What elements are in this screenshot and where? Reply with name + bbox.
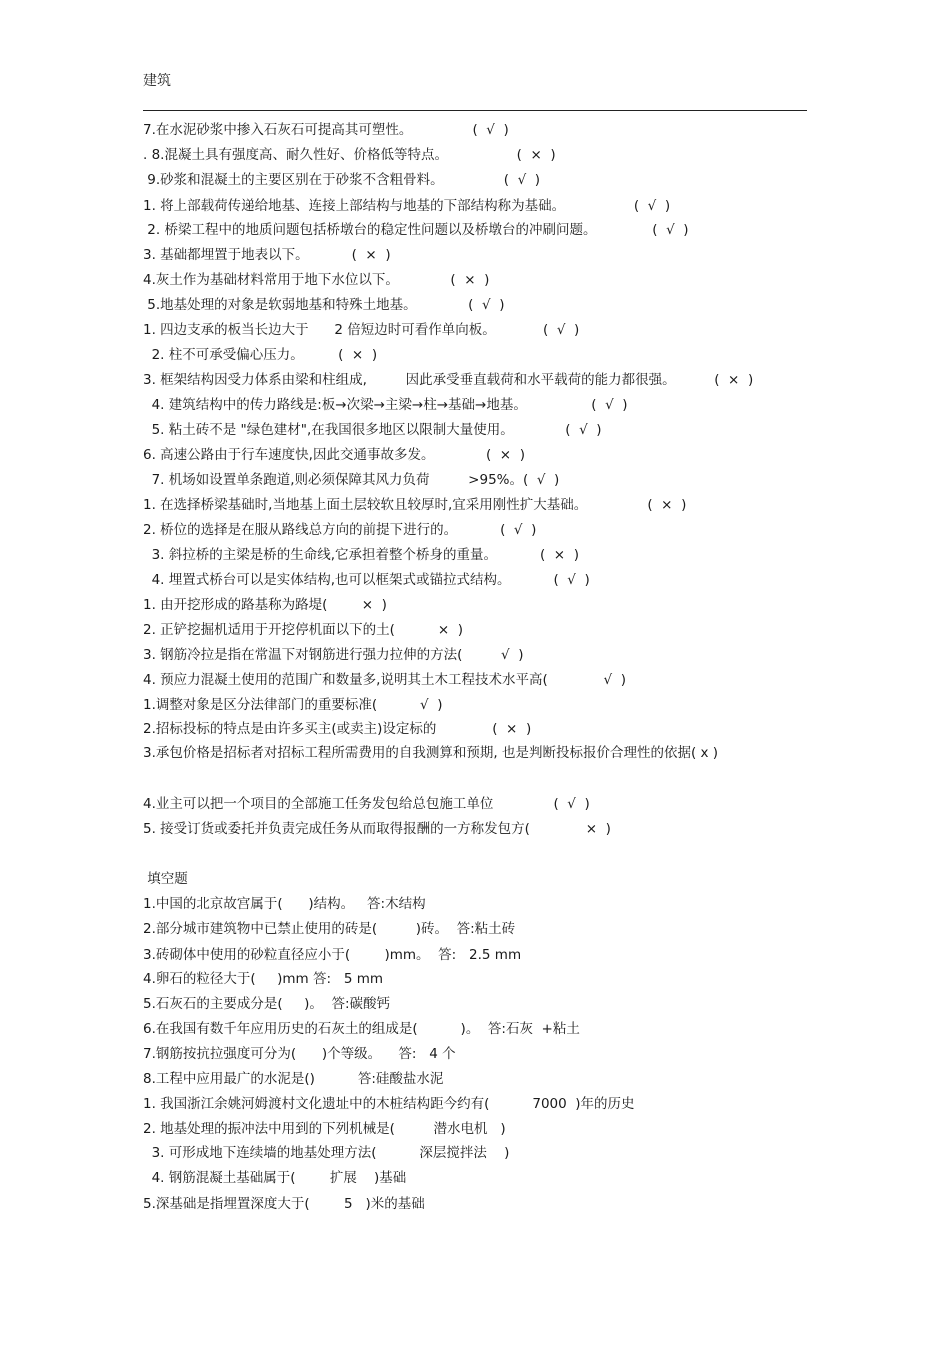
text-line: 1. 将上部载荷传递给地基、连接上部结构与地基的下部结构称为基础。 ( √ ) bbox=[143, 198, 671, 214]
text-line: 3. 斜拉桥的主梁是桥的生命线,它承担着整个桥身的重量。 ( × ) bbox=[143, 547, 579, 563]
text-line: 3. 基础都埋置于地表以下。 ( × ) bbox=[143, 247, 391, 263]
text-line: 4. 预应力混凝土使用的范围广和数量多,说明其土木工程技术水平高( √ ) bbox=[143, 672, 626, 688]
text-line: 5.石灰石的主要成分是( )。 答:碳酸钙 bbox=[143, 996, 391, 1012]
text-line: 3. 可形成地下连续墙的地基处理方法( 深层搅拌法 ) bbox=[143, 1145, 510, 1161]
text-line-wrapped: 3.承包价格是招标者对招标工程所需费用的自我测算和预期, 也是判断投标报价合理性的依据( x ) bbox=[143, 745, 719, 761]
text-line: 6.在我国有数千年应用历史的石灰土的组成是( )。 答:石灰 +粘土 bbox=[143, 1021, 580, 1037]
text-line: 9.砂浆和混凝土的主要区别在于砂浆不含粗骨料。 ( √ ) bbox=[143, 172, 541, 188]
text-line: 1.调整对象是区分法律部门的重要标准( √ ) bbox=[143, 697, 443, 713]
text-line: 1. 四边支承的板当长边大于 2 倍短边时可看作单向板。 ( √ ) bbox=[143, 322, 580, 338]
text-line: 2. 柱不可承受偏心压力。 ( × ) bbox=[143, 347, 378, 363]
text-line: 4.业主可以把一个项目的全部施工任务发包给总包施工单位 ( √ ) bbox=[143, 796, 590, 812]
text-line: 7. 机场如设置单条跑道,则必须保障其风力负荷 >95%。( √ ) bbox=[143, 472, 560, 488]
text-line: 1. 在选择桥梁基础时,当地基上面土层较软且较厚时,宜采用刚性扩大基础。 ( × ) bbox=[143, 497, 687, 513]
text-line: 4.灰土作为基础材料常用于地下水位以下。 ( × ) bbox=[143, 272, 490, 288]
text-line: 填空题 bbox=[143, 871, 188, 887]
text-line: 2.招标投标的特点是由许多买主(或卖主)设定标的 ( × ) bbox=[143, 721, 532, 737]
text-line: 4. 钢筋混凝土基础属于( 扩展 )基础 bbox=[143, 1170, 407, 1186]
text-line: 4. 埋置式桥台可以是实体结构,也可以框架式或锚拉式结构。 ( √ ) bbox=[143, 572, 590, 588]
text-line: 3. 框架结构因受力体系由梁和柱组成, 因此承受垂直载荷和水平载荷的能力都很强。 ( × ) bbox=[143, 372, 754, 388]
text-line: 5. 接受订货或委托并负责完成任务从而取得报酬的一方称发包方( × ) bbox=[143, 821, 611, 837]
text-line: 5. 粘土砖不是 "绿色建材",在我国很多地区以限制大量使用。 ( √ ) bbox=[143, 422, 602, 438]
text-line: 1. 我国浙江余姚河姆渡村文化遗址中的木桩结构距今约有( 7000 )年的历史 bbox=[143, 1096, 635, 1112]
text-line: 8.工程中应用最广的水泥是() 答:硅酸盐水泥 bbox=[143, 1071, 444, 1087]
text-line: 2. 桥梁工程中的地质问题包括桥墩台的稳定性问题以及桥墩台的冲刷问题。 ( √ ) bbox=[143, 222, 689, 238]
text-line: 4. 建筑结构中的传力路线是:板→次梁→主梁→柱→基础→地基。 ( √ ) bbox=[143, 397, 628, 413]
text-line: 7.在水泥砂浆中掺入石灰石可提高其可塑性。 ( √ ) bbox=[143, 122, 509, 138]
document-header: 建筑 bbox=[143, 73, 171, 89]
text-line: 3. 钢筋冷拉是指在常温下对钢筋进行强力拉伸的方法( √ ) bbox=[143, 647, 524, 663]
text-line: . 8.混凝土具有强度高、耐久性好、价格低等特点。 ( × ) bbox=[143, 147, 556, 163]
text-line: 2. 桥位的选择是在服从路线总方向的前提下进行的。 ( √ ) bbox=[143, 522, 537, 538]
text-line: 2. 地基处理的振冲法中用到的下列机械是( 潜水电机 ) bbox=[143, 1121, 506, 1137]
text-line: 1.中国的北京故宫属于( )结构。 答:木结构 bbox=[143, 896, 426, 912]
text-line: 2.部分城市建筑物中已禁止使用的砖是( )砖。 答:粘土砖 bbox=[143, 921, 516, 937]
text-line: 5.地基处理的对象是软弱地基和特殊土地基。 ( √ ) bbox=[143, 297, 505, 313]
text-line: 3.砖砌体中使用的砂粒直径应小于( )mm。 答: 2.5 mm bbox=[143, 947, 522, 963]
text-line: 5.深基础是指埋置深度大于( 5 )米的基础 bbox=[143, 1196, 425, 1212]
text-line: 7.钢筋按抗拉强度可分为( )个等级。 答: 4 个 bbox=[143, 1046, 456, 1062]
text-line: 2. 正铲挖掘机适用于开挖停机面以下的土( × ) bbox=[143, 622, 464, 638]
text-line: 6. 高速公路由于行车速度快,因此交通事故多发。 ( × ) bbox=[143, 447, 525, 463]
header-divider bbox=[143, 110, 807, 111]
text-line: 1. 由开挖形成的路基称为路堤( × ) bbox=[143, 597, 387, 613]
text-line: 4.卵石的粒径大于( )mm 答: 5 mm bbox=[143, 971, 384, 987]
